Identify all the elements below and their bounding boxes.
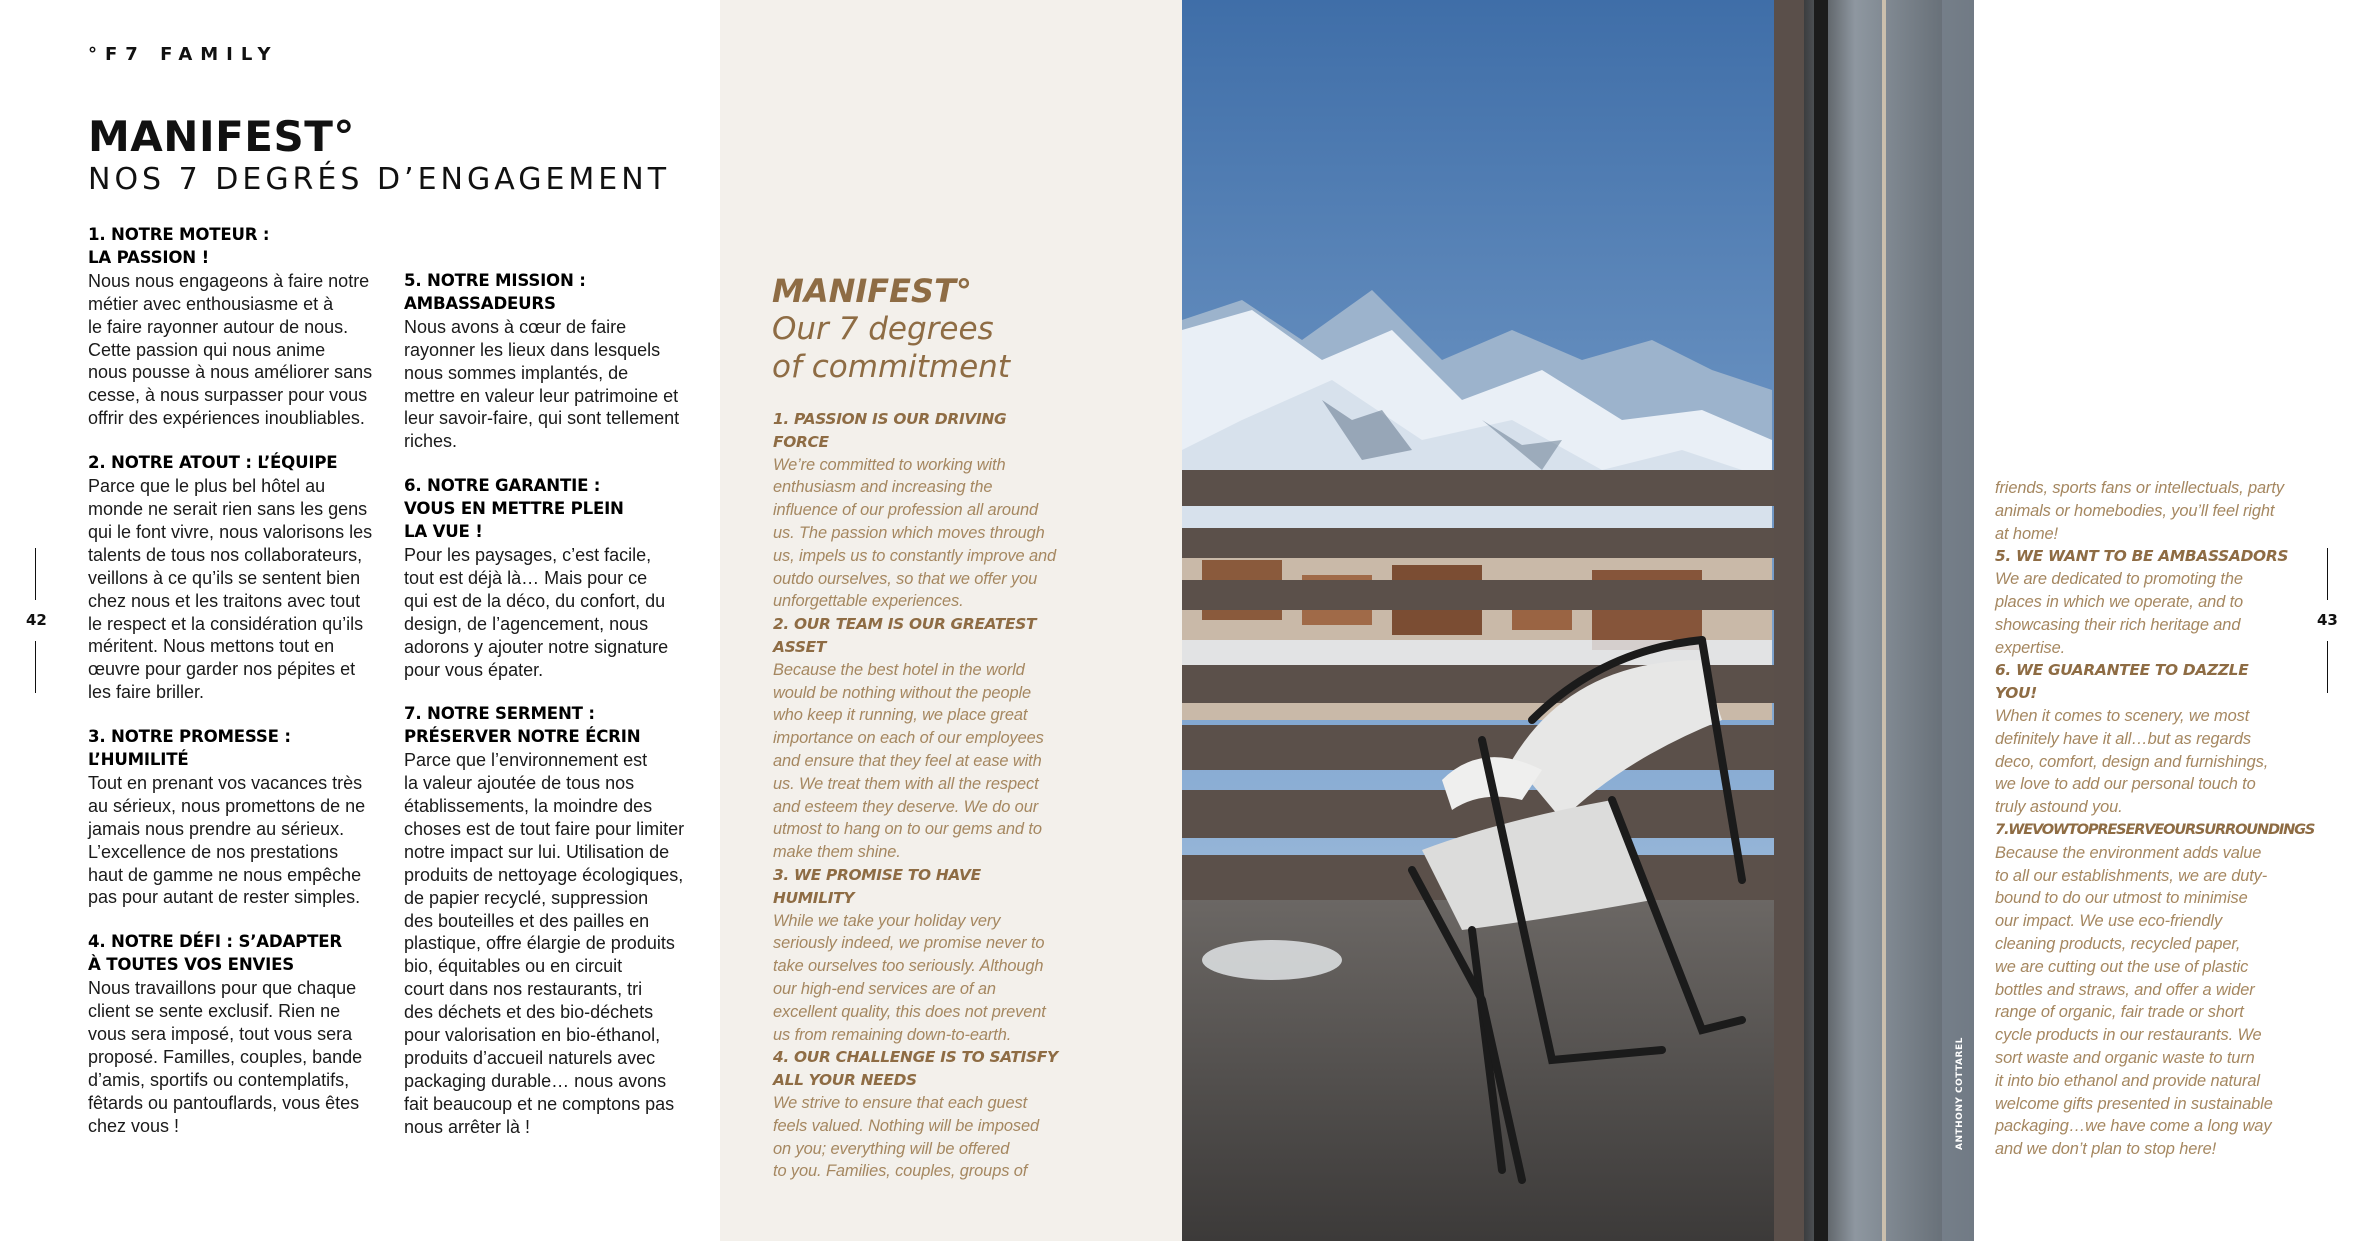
page-marker-line — [35, 641, 36, 693]
english-section — [773, 408, 1059, 613]
section-body: While we take your holiday very seriously indeed, we promise never to take ourselves too seriously. Although our high-end services are of an excellent quality, this does not prevent us from remaining down-to-earth. — [773, 911, 1046, 1044]
page-marker-line — [2327, 548, 2328, 600]
section-body: Pour les paysages, c’est facile, tout est déjà là… Mais pour ce qui est de la déco, du confort, du design, de l’agencement, nous adorons y ajouter notre signature pour vous épater. — [404, 544, 669, 680]
french-section — [88, 726, 378, 909]
french-title: MANIFEST° — [88, 112, 355, 161]
english-title: MANIFEST° — [772, 272, 972, 310]
french-section — [404, 270, 704, 453]
english-subtitle: Our 7 degrees of commitment — [772, 311, 1010, 385]
section-heading: 1. NOTRE MOTEUR : LA PASSION ! — [88, 225, 270, 267]
section-body: Because the best hotel in the world would be nothing without the people who keep it running, we place great importance on each of our employees and ensure that they feel at ease with us. We treat them with all the respect and esteem they deserve. We do our utmost to hang on to our gems and to make them shine. — [773, 660, 1044, 862]
english-section — [1995, 545, 2295, 659]
section-body: Because the environment adds value to all our establishments, we are duty- bound to do our utmost to minimise our impact. We use eco-friendly cleaning products, recycled paper, we are cutting out the use of plastic bottles and straws, and offer a wider range of organic, fair trade or short cycle products in our restaurants. We sort waste and organic waste to turn it into bio ethanol and provide natural welcome gifts presented in sustainable packaging…we have come a long way and we don’t plan to stop here! — [1995, 843, 2273, 1159]
section-body: Nous avons à cœur de faire rayonner les lieux dans lesquels nous sommes implantés, de mettre en valeur leur patrimoine et leur savoir-faire, qui sont tellement riches. — [404, 316, 680, 452]
section-body: We are dedicated to promoting the places in which we operate, and to showcasing their rich heritage and expertise. — [1995, 570, 2244, 657]
section-body: Nous travaillons pour que chaque client se sente exclusif. Rien ne vous sera imposé, tout vous sera proposé. Familles, couples, bande d’amis, sportifs ou contemplatifs, fêtards ou pantouflards, vous êtes chez vous ! — [88, 978, 363, 1136]
section-heading: 5. NOTRE MISSION : AMBASSADEURS — [404, 271, 586, 313]
section-body: We strive to ensure that each guest feels valued. Nothing will be imposed on you; everything will be offered to you. Families, couples, groups of — [773, 1093, 1039, 1181]
french-section — [404, 475, 704, 681]
page-number-left: 42 — [26, 611, 47, 629]
english-section — [773, 613, 1059, 864]
section-heading: 2. OUR TEAM IS OUR GREATEST ASSET — [773, 615, 1037, 656]
english-column-2 — [1995, 477, 2315, 1161]
french-subtitle: NOS 7 DEGRÉS D’ENGAGEMENT — [88, 162, 671, 197]
english-section — [1995, 659, 2295, 819]
balcony-mountain-photo — [1182, 0, 1974, 1241]
section-heading: 4. NOTRE DÉFI : S’ADAPTER À TOUTES VOS ENVIES — [88, 932, 342, 975]
section-heading: 4. OUR CHALLENGE IS TO SATISFY ALL YOUR NEEDS — [773, 1048, 1058, 1090]
section-body: When it comes to scenery, we most definitely have it all…but as regards deco, comfort, design and furnishings, we love to add our personal touch to truly astound you. — [1995, 706, 2269, 817]
section-heading: 2. NOTRE ATOUT : L’ÉQUIPE — [88, 453, 338, 473]
section-body: Nous nous engageons à faire notre métier avec enthousiasme et à le faire rayonner autour de nous. Cette passion qui nous anime nous pousse à nous améliorer sans cesse, à nous surpasser pour vous offrir des expériences inoubliables. — [88, 270, 373, 429]
english-section — [1995, 819, 2315, 1161]
section-heading: 6. WE GUARANTEE TO DAZZLE YOU! — [1995, 661, 2249, 703]
french-column-2 — [404, 270, 704, 1161]
photo-credit: ANTHONY COTTAREL — [1955, 1037, 1965, 1150]
section-heading: 6. NOTRE GARANTIE : VOUS EN METTRE PLEIN LA VUE ! — [404, 476, 624, 542]
section-body: Parce que l’environnement est la valeur ajoutée de tous nos établissements, la moindre des choses est de tout faire pour limiter notre impact sur lui. Utilisation de produits de nettoyage écologiques, de papier recyclé, suppression des bouteilles et des pailles en plastique, offre élargie de produits bio, équitables ou en circuit court dans nos restaurants, tri des déchets et des bio-déchets pour valorisation en bio-éthanol, produits d’accueil naturels avec packaging durable… nous avons fait beaucoup et ne comptons pas nous arrêter là ! — [404, 750, 685, 1137]
french-section — [88, 224, 378, 430]
english-section — [1995, 477, 2295, 545]
section-heading: 5. WE WANT TO BE AMBASSADORS — [1995, 547, 2289, 566]
french-section — [88, 452, 378, 704]
section-heading: 3. NOTRE PROMESSE : L’HUMILITÉ — [88, 727, 291, 770]
section-heading: 7.WEVOWTOPRESERVEOURSURROUNDINGS — [1995, 820, 2315, 838]
section-body: friends, sports fans or intellectuals, party animals or homebodies, you’ll feel right at home! — [1995, 479, 2284, 543]
page-number-right: 43 — [2317, 611, 2338, 629]
page-marker-line — [35, 548, 36, 600]
brand-label: °F7 FAMILY — [88, 44, 279, 65]
english-section — [773, 864, 1059, 1046]
section-heading: 7. NOTRE SERMENT : PRÉSERVER NOTRE ÉCRIN — [404, 704, 641, 747]
page-marker-line — [2327, 641, 2328, 693]
french-column-1 — [88, 224, 378, 1160]
section-heading: 1. PASSION IS OUR DRIVING FORCE — [773, 410, 1007, 451]
section-body: Tout en prenant vos vacances très au sérieux, nous promettons de ne jamais nous prendre au sérieux. L’excellence de nos prestations haut de gamme ne nous empêche pas pour autant de rester simples. — [88, 772, 366, 908]
photo-illustration — [1182, 0, 1974, 1241]
section-body: Parce que le plus bel hôtel au monde ne serait rien sans les gens qui le font vivre, nous valorisons les talents de tous nos collaborateurs, veillons à ce qu’ils se sentent bien chez nous et les traitons avec tout le respect et la considération qu’ils méritent. Nous mettons tout en œuvre pour garder nos pépites et les faire briller. — [88, 476, 373, 703]
english-section — [773, 1046, 1059, 1183]
french-section — [404, 703, 704, 1138]
french-section — [88, 931, 378, 1137]
section-body: We’re committed to working with enthusiasm and increasing the influence of our profession all around us. The passion which moves through us, impels us to constantly improve and outdo ourselves, so that we offer you unforgettable experiences. — [773, 455, 1057, 611]
section-heading: 3. WE PROMISE TO HAVE HUMILITY — [773, 865, 981, 907]
english-column-1 — [773, 408, 1059, 1183]
